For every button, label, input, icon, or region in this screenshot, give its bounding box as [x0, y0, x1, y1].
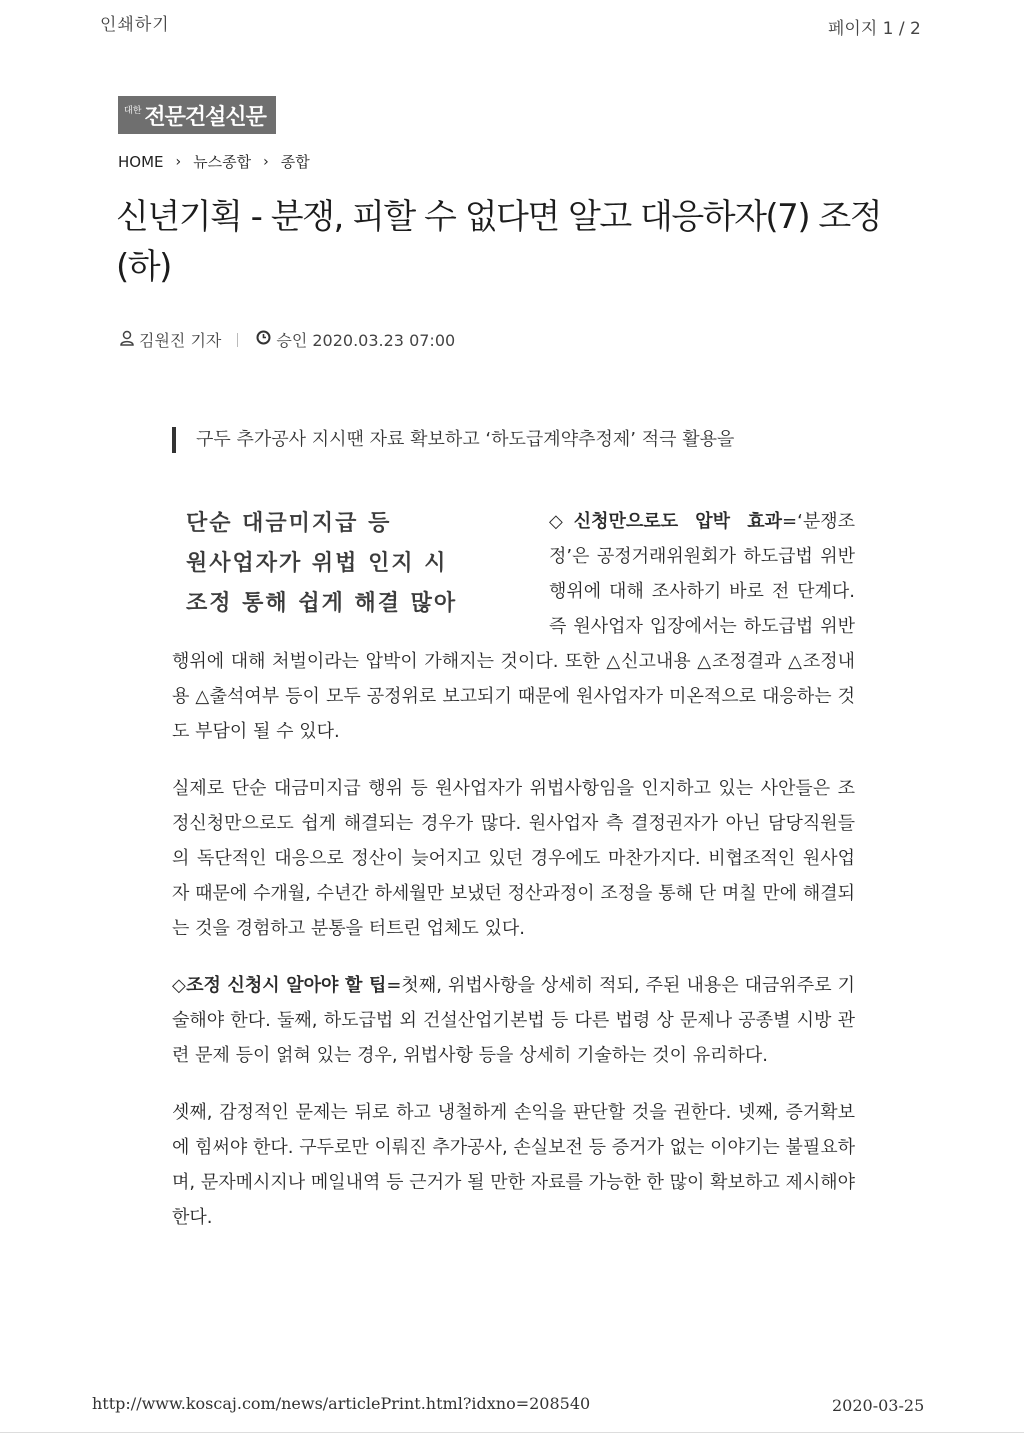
breadcrumb	[118, 151, 310, 172]
paragraph	[172, 968, 855, 1073]
byline	[120, 328, 455, 351]
page-bottom-rule	[0, 1432, 1024, 1433]
pull-quote	[172, 504, 527, 624]
chevron-right-icon: ›	[263, 153, 269, 170]
chevron-right-icon: ›	[175, 153, 182, 170]
paragraph-text: =‘분쟁조정’은 공정거래위원회가 하도급법 위반 행위에 대해 조사하기 바로 전 단계다. 즉 원사업자 입장에서는 하도급법 위반 행위에 대해 처벌이라는 압박이 가해지는 것이다. 또한 △신고내용 △조정결과 △조정내용 △출석여부 등이 모두 공정위로 보고되기 때문에 원사업자가 미온적으로 대응하는 것도 부담이 될 수 있다.	[172, 511, 855, 742]
clock-icon	[256, 330, 271, 349]
article-url: http://www.koscaj.com/news/articlePrint.html?idxno=208540	[92, 1394, 591, 1413]
article-title: 신년기획 - 분쟁, 피할 수 없다면 알고 대응하자(7) 조정 (하)	[116, 197, 882, 287]
section-heading: ◇신청만으로도 압박 효과	[549, 511, 783, 532]
article-body	[172, 504, 855, 1257]
paragraph-text: =첫째, 위법사항을 상세히 적되, 주된 내용은 대금위주로 기술해야 한다. 둘째, 하도급법 외 건설산업기본법 등 다른 법령 상 문제나 공종별 시방 관련 문제 등이 얽혀 있는 경우, 위법사항 등을 상세히 기술하는 것이 유리하다.	[172, 975, 856, 1066]
paragraph: 실제로 단순 대금미지급 행위 등 원사업자가 위법사항임을 인지하고 있는 사안들은 조정신청만으로도 쉽게 해결되는 경우가 많다. 원사업자 측 결정권자가 아닌 담당직원들의 독단적인 대응으로 정산이 늦어지고 있던 경우에도 마찬가지다. 비협조적인 원사업자 때문에 수개월, 수년간 하세월만 보냈던 정산과정이 조정을 통해 단 며칠 만에 해결되는 것을 경험하고 분통을 터트린 업체도 있다.	[172, 778, 855, 939]
print-link[interactable]: 인쇄하기	[100, 15, 170, 35]
author-name: 김원진 기자	[139, 331, 222, 350]
logo-small-text: 대한	[124, 105, 142, 116]
newspaper-logo[interactable]	[118, 96, 276, 134]
approval-date: 승인 2020.03.23 07:00	[276, 331, 456, 350]
paragraph: 셋째, 감정적인 문제는 뒤로 하고 냉철하게 손익을 판단할 것을 권한다. 넷째, 증거확보에 힘써야 한다. 구두로만 이뤄진 추가공사, 손실보전 등 증거가 없는 이야기는 불필요하며, 문자메시지나 메일내역 등 근거가 될 만한 자료를 가능한 한 많이 확보하고 제시해야 한다.	[172, 1102, 855, 1228]
page-indicator: 페이지 1 / 2	[828, 19, 921, 39]
breadcrumb-news[interactable]: 뉴스종합	[193, 153, 252, 171]
pull-quote-line: 조정 통해 쉽게 해결 많아	[186, 591, 458, 616]
section-heading: ◇조정 신청시 알아야 할 팁	[172, 975, 387, 996]
user-icon	[120, 330, 134, 350]
pull-quote-line: 단순 대금미지급 등	[186, 511, 392, 536]
print-date: 2020-03-25	[832, 1396, 925, 1415]
byline-divider	[237, 333, 238, 347]
breadcrumb-home[interactable]: HOME	[118, 152, 164, 171]
logo-main-text: 전문건설신문	[144, 104, 266, 130]
pull-quote-line: 원사업자가 위법 인지 시	[186, 551, 448, 576]
breadcrumb-general[interactable]: 종합	[280, 153, 310, 171]
article-subhead: 구두 추가공사 지시땐 자료 확보하고 ‘하도급계약추정제’ 적극 활용을	[172, 427, 734, 453]
